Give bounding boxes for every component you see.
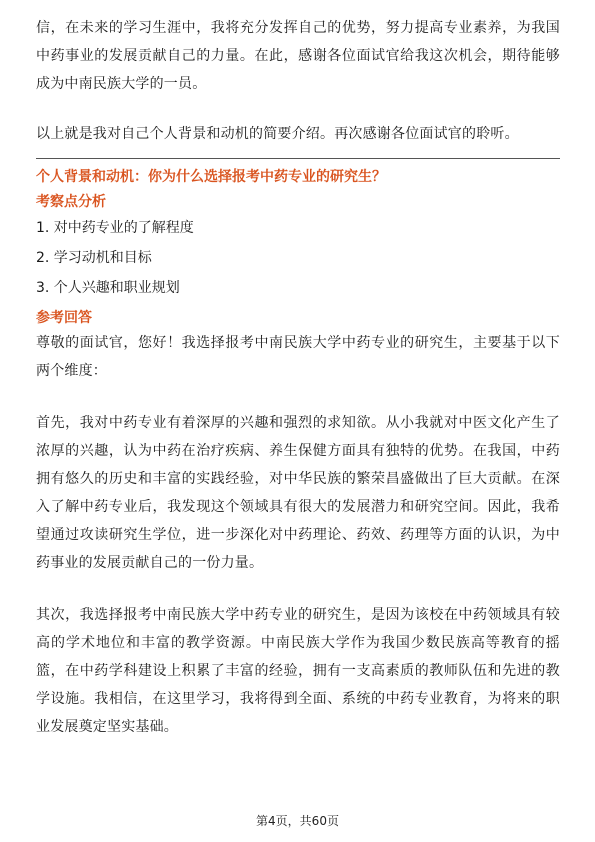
paragraph-spacer bbox=[36, 385, 560, 409]
page-number-footer: 第4页，共60页 bbox=[256, 814, 339, 828]
analysis-points-list bbox=[36, 213, 560, 303]
intro-paragraph-2: 以上就是我对自己个人背景和动机的简要介绍。再次感谢各位面试官的聆听。 bbox=[36, 126, 519, 142]
answer-label: 参考回答 bbox=[36, 310, 92, 326]
answer-paragraph-3: 其次，我选择报考中南民族大学中药专业的研究生，是因为该校在中药领域具有较高的学术地位和丰富的教学资源。中南民族大学作为我国少数民族高等教育的摇篮，在中药学科建设上积累了丰富的经验，拥有一支高素质的教师队伍和先进的教学设施。我相信，在这里学习，我将得到全面、系统的中药专业教育，为将来的职业发展奠定坚实基础。 bbox=[36, 607, 560, 735]
answer-paragraph-2: 首先，我对中药专业有着深厚的兴趣和强烈的求知欲。从小我就对中医文化产生了浓厚的兴趣，认为中药在治疗疾病、养生保健方面具有独特的优势。在我国，中药拥有悠久的历史和丰富的实践经验，对中华民族的繁荣昌盛做出了巨大贡献。在深入了解中药专业后，我发现这个领域具有很大的发展潜力和研究空间。因此，我希望通过攻读研究生学位，进一步深化对中药理论、药效、药理等方面的认识，为中药事业的发展贡献自己的一份力量。 bbox=[36, 415, 560, 571]
question-title: 个人背景和动机：你为什么选择报考中药专业的研究生？ bbox=[36, 169, 386, 185]
list-item: 3. 个人兴趣和职业规划 bbox=[36, 280, 180, 296]
paragraph-spacer bbox=[36, 577, 560, 601]
document-page bbox=[36, 14, 560, 741]
question-section bbox=[36, 165, 560, 741]
intro-section bbox=[36, 14, 560, 148]
list-item: 2. 学习动机和目标 bbox=[36, 250, 152, 266]
answer-paragraph-1: 尊敬的面试官，您好！我选择报考中南民族大学中药专业的研究生，主要基于以下两个维度： bbox=[36, 335, 560, 379]
analysis-label: 考察点分析 bbox=[36, 194, 106, 210]
paragraph-spacer bbox=[36, 98, 560, 120]
list-item: 1. 对中药专业的了解程度 bbox=[36, 220, 194, 236]
section-divider bbox=[36, 158, 560, 159]
intro-paragraph-1: 信，在未来的学习生涯中，我将充分发挥自己的优势，努力提高专业素养，为我国中药事业的发展贡献自己的力量。在此，感谢各位面试官给我这次机会，期待能够成为中南民族大学的一员。 bbox=[36, 20, 560, 92]
